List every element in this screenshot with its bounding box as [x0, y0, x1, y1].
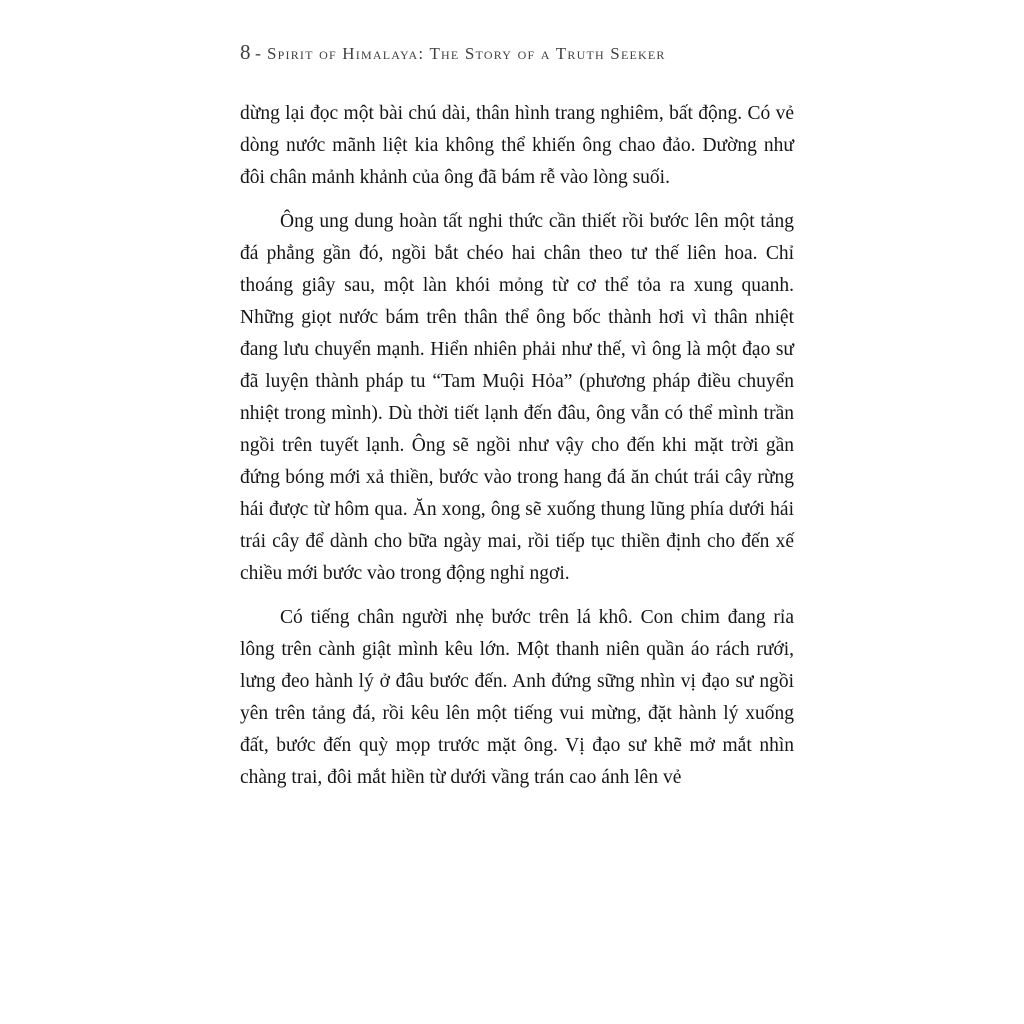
running-title: Spirit of Himalaya: The Story of a Truth Seeker — [267, 44, 666, 63]
page-body — [240, 98, 794, 806]
page-number: 8 — [240, 40, 251, 64]
header-separator: - — [255, 43, 261, 63]
paragraph: Ông ung dung hoàn tất nghi thức cần thiết rồi bước lên một tảng đá phẳng gần đó, ngồi bắt chéo hai chân theo tư thế liên hoa. Chỉ thoáng giây sau, một làn khói mỏng từ cơ thể tỏa ra xung quanh. Những giọt nước bám trên thân thể ông bốc thành hơi vì thân nhiệt đang lưu chuyển mạnh. Hiển nhiên phải như thế, vì ông là một đạo sư đã luyện thành pháp tu “Tam Muội Hỏa” (phương pháp điều chuyển nhiệt trong mình). Dù thời tiết lạnh đến đâu, ông vẫn có thể mình trần ngồi trên tuyết lạnh. Ông sẽ ngồi như vậy cho đến khi mặt trời gần đứng bóng mới xả thiền, bước vào trong hang đá ăn chút trái cây rừng hái được từ hôm qua. Ăn xong, ông sẽ xuống thung lũng phía dưới hái trái cây để dành cho bữa ngày mai, rồi tiếp tục thiền định cho đến xế chiều mới bước vào trong động nghỉ ngơi. — [240, 211, 794, 584]
paragraph-continuation: dừng lại đọc một bài chú dài, thân hình trang nghiêm, bất động. Có vẻ dòng nước mãnh liệt kia không thể khiến ông chao đảo. Dường như đôi chân mảnh khảnh của ông đã bám rễ vào lòng suối. — [240, 103, 794, 188]
page-header — [240, 40, 796, 65]
paragraph: Có tiếng chân người nhẹ bước trên lá khô. Con chim đang rỉa lông trên cành giật mình kêu lớn. Một thanh niên quần áo rách rưới, lưng đeo hành lý ở đâu bước đến. Anh đứng sững nhìn vị đạo sư ngồi yên trên tảng đá, rồi kêu lên một tiếng vui mừng, đặt hành lý xuống đất, bước đến quỳ mọp trước mặt ông. Vị đạo sư khẽ mở mắt nhìn chàng trai, đôi mắt hiền từ dưới vầng trán cao ánh lên vẻ — [240, 607, 794, 788]
